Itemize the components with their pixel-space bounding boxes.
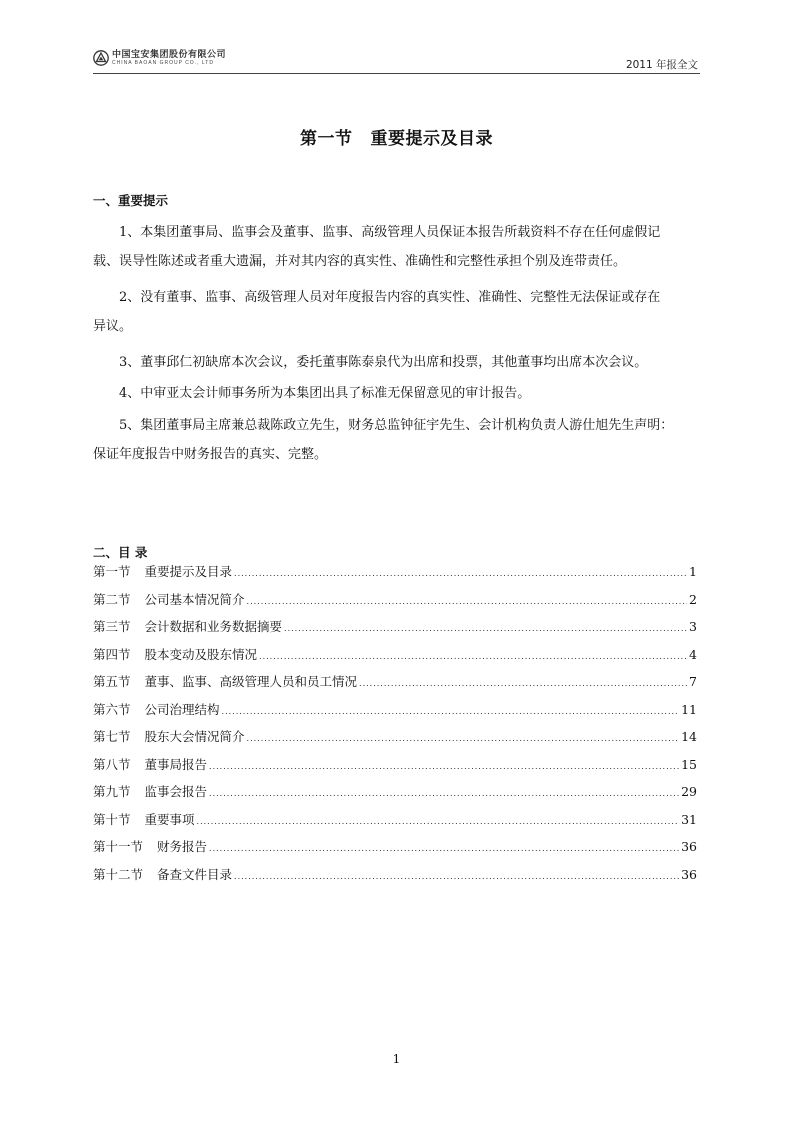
toc-entry-page: 1: [689, 564, 697, 579]
company-logo: [93, 50, 226, 66]
toc-entry[interactable]: [93, 865, 697, 893]
toc-leader-dots: [284, 624, 687, 633]
toc-entry-label: 公司治理结构: [144, 701, 220, 717]
toc-entry-label: 重要提示及目录: [144, 564, 233, 579]
toc-entry-number: 第九节: [93, 784, 131, 799]
toc-entry-label: 会计数据和业务数据摘要: [144, 619, 283, 634]
notice-item-3-line1: 3、董事邱仁初缺席本次会议，委托董事陈泰泉代为出席和投票，其他董事均出席本次会议。: [119, 355, 648, 370]
toc-entry[interactable]: [93, 645, 697, 673]
title-section-number: 第一节: [300, 129, 353, 149]
toc-leader-dots: [259, 652, 687, 661]
notice-item-1-line2: 载、误导性陈述或者重大遗漏，并对其内容的真实性、准确性和完整性承担个别及连带责任。: [93, 254, 627, 269]
toc-entry-label: 财务报告: [157, 839, 208, 854]
toc-leader-dots: [247, 597, 688, 606]
toc-leader-dots: [197, 817, 680, 826]
page-header: [93, 50, 700, 72]
notice-item-5: [93, 411, 702, 469]
toc-leader-dots: [247, 734, 680, 743]
toc-leader-dots: [234, 569, 687, 578]
report-label: 2011 年报全文: [625, 59, 698, 71]
toc-entry[interactable]: [93, 562, 697, 590]
notice-item-2: [93, 283, 702, 341]
notice-item-1-line1: 1、本集团董事局、监事会及董事、监事、高级管理人员保证本报告所载资料不存在任何虚假记: [119, 225, 661, 240]
notice-heading: 一、重要提示: [93, 193, 169, 208]
toc-entry-number: 第二节: [93, 591, 131, 607]
logo-english-name: CHINA BAOAN GROUP CO., LTD: [112, 60, 214, 66]
toc-leader-dots: [222, 707, 680, 716]
toc-entry[interactable]: [93, 782, 697, 810]
toc-entry[interactable]: [93, 755, 697, 783]
toc-entry-page: 31: [681, 811, 697, 827]
toc-entry-number: 第八节: [93, 756, 131, 772]
toc-entry-page: 3: [689, 619, 697, 634]
toc-entry-label: 股本变动及股东情况: [144, 646, 258, 662]
toc-entry-number: 第十节: [93, 811, 131, 827]
header-divider: [93, 73, 700, 74]
notice-item-5-line2: 保证年度报告中财务报告的真实、完整。: [93, 447, 328, 462]
toc-entry-number: 第十一节: [93, 839, 144, 854]
toc-entry-page: 7: [689, 674, 697, 689]
toc-entry-page: 4: [689, 646, 697, 662]
table-of-contents: [93, 562, 697, 892]
logo-triangle-icon: [93, 50, 109, 66]
toc-leader-dots: [209, 762, 679, 771]
toc-entry-page: 2: [689, 591, 697, 607]
toc-heading: 二、目 录: [93, 545, 148, 560]
toc-leader-dots: [234, 872, 679, 881]
notice-item-3: [93, 348, 702, 377]
toc-entry[interactable]: [93, 727, 697, 755]
notice-item-4: [93, 379, 702, 408]
toc-entry[interactable]: [93, 672, 697, 700]
toc-entry-number: 第七节: [93, 729, 131, 744]
title-section-name: 重要提示及目录: [370, 129, 493, 149]
page-title: [0, 124, 793, 149]
toc-entry-label: 备查文件目录: [157, 866, 233, 882]
toc-entry-page: 36: [681, 839, 697, 854]
toc-entry[interactable]: [93, 837, 697, 865]
toc-entry-label: 董事、监事、高级管理人员和员工情况: [144, 674, 358, 689]
toc-leader-dots: [209, 844, 679, 853]
toc-entry-page: 11: [681, 701, 697, 717]
toc-entry[interactable]: [93, 810, 697, 838]
notice-item-2-line1: 2、没有董事、监事、高级管理人员对年度报告内容的真实性、准确性、完整性无法保证或存在: [119, 290, 661, 305]
toc-entry-page: 29: [681, 784, 697, 799]
toc-entry[interactable]: [93, 590, 697, 618]
toc-entry-label: 公司基本情况简介: [144, 591, 245, 607]
toc-entry-label: 董事局报告: [144, 756, 208, 772]
toc-entry[interactable]: [93, 617, 697, 645]
notice-item-4-line1: 4、中审亚太会计师事务所为本集团出具了标准无保留意见的审计报告。: [119, 386, 531, 401]
logo-chinese-name: 中国宝安集团股份有限公司: [112, 50, 227, 60]
toc-entry-number: 第一节: [93, 564, 131, 579]
toc-entry-number: 第六节: [93, 701, 131, 717]
toc-entry-label: 监事会报告: [144, 784, 208, 799]
toc-entry-number: 第十二节: [93, 866, 144, 882]
notice-item-5-line1: 5、集团董事局主席兼总裁陈政立先生，财务总监钟征宇先生、会计机构负责人游仕旭先生声明：: [119, 418, 674, 433]
page-number: 1: [392, 1052, 401, 1066]
toc-leader-dots: [359, 679, 687, 688]
notice-item-1: [93, 218, 702, 276]
toc-entry-number: 第三节: [93, 619, 131, 634]
toc-leader-dots: [209, 789, 679, 798]
toc-entry-label: 股东大会情况简介: [144, 729, 245, 744]
toc-entry-page: 14: [681, 729, 697, 744]
toc-entry[interactable]: [93, 700, 697, 728]
toc-entry-page: 15: [681, 756, 697, 772]
notice-item-2-line2: 异议。: [93, 319, 133, 334]
toc-entry-page: 36: [681, 866, 697, 882]
toc-entry-number: 第四节: [93, 646, 131, 662]
toc-entry-number: 第五节: [93, 674, 131, 689]
toc-entry-label: 重要事项: [144, 811, 195, 827]
